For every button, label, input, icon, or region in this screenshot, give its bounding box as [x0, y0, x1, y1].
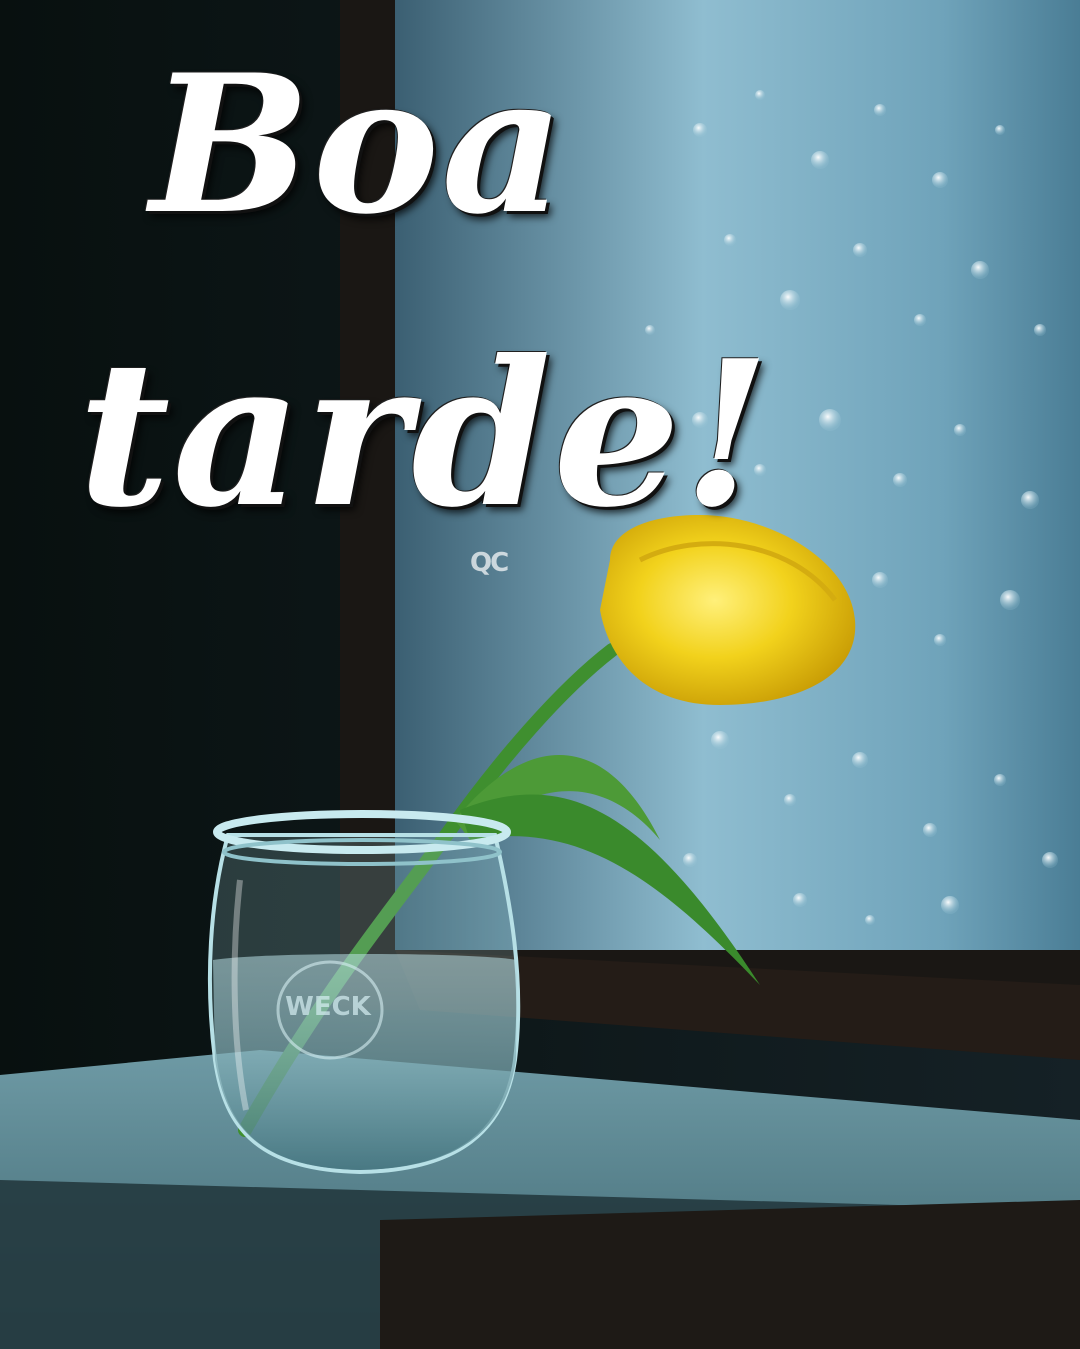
jar-brand-label: WECK	[285, 992, 371, 1022]
greeting-line-2: tarde!	[78, 317, 773, 552]
glass-jar	[210, 814, 518, 1172]
greeting-line-1: Boa	[150, 33, 567, 256]
watermark-logo: QC	[470, 548, 508, 578]
